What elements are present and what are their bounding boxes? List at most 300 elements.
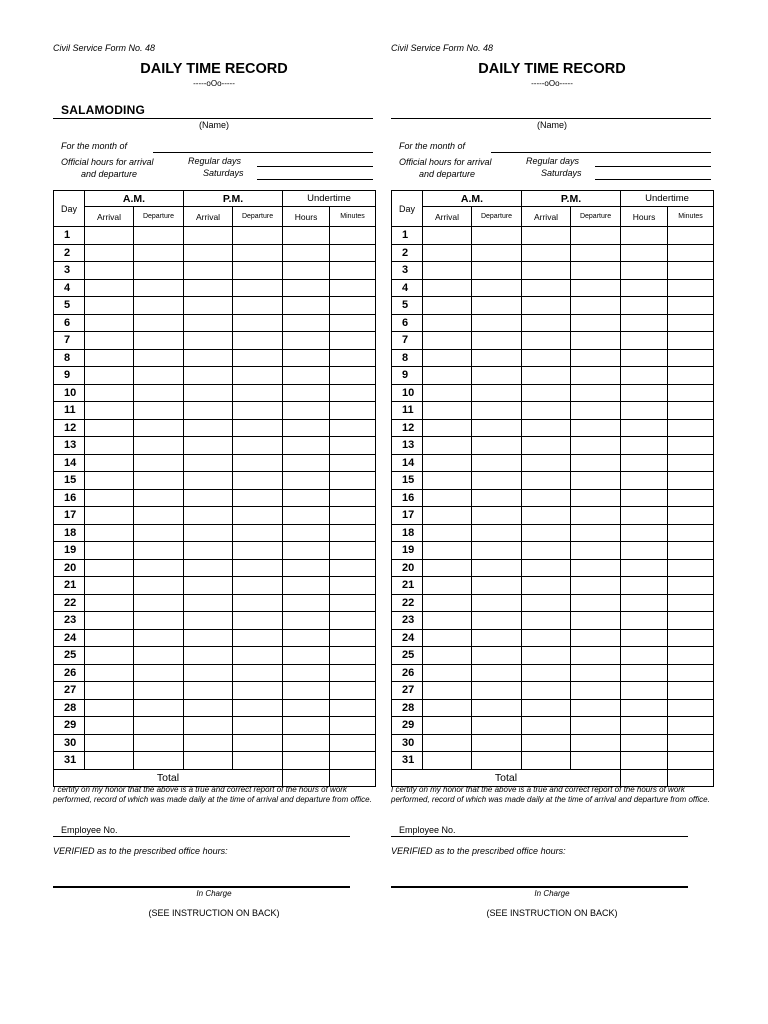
am-departure-cell[interactable] bbox=[472, 402, 522, 420]
am-arrival-cell[interactable] bbox=[423, 419, 472, 437]
undertime-hours-cell[interactable] bbox=[621, 734, 668, 752]
undertime-minutes-cell[interactable] bbox=[668, 332, 714, 350]
undertime-hours-cell[interactable] bbox=[621, 559, 668, 577]
undertime-minutes-cell[interactable] bbox=[668, 577, 714, 595]
undertime-hours-cell[interactable] bbox=[283, 367, 330, 385]
pm-arrival-cell[interactable] bbox=[184, 612, 233, 630]
pm-departure-cell[interactable] bbox=[571, 297, 621, 315]
am-departure-cell[interactable] bbox=[134, 489, 184, 507]
am-arrival-cell[interactable] bbox=[423, 349, 472, 367]
undertime-minutes-cell[interactable] bbox=[330, 612, 376, 630]
am-departure-cell[interactable] bbox=[472, 734, 522, 752]
pm-departure-cell[interactable] bbox=[571, 524, 621, 542]
am-arrival-cell[interactable] bbox=[423, 647, 472, 665]
pm-arrival-cell[interactable] bbox=[184, 629, 233, 647]
am-departure-cell[interactable] bbox=[134, 594, 184, 612]
am-arrival-cell[interactable] bbox=[85, 489, 134, 507]
am-arrival-cell[interactable] bbox=[423, 752, 472, 770]
pm-departure-cell[interactable] bbox=[571, 454, 621, 472]
pm-arrival-cell[interactable] bbox=[184, 524, 233, 542]
pm-departure-cell[interactable] bbox=[571, 559, 621, 577]
undertime-hours-cell[interactable] bbox=[621, 647, 668, 665]
undertime-minutes-cell[interactable] bbox=[668, 437, 714, 455]
pm-departure-cell[interactable] bbox=[571, 472, 621, 490]
pm-arrival-cell[interactable] bbox=[522, 244, 571, 262]
pm-departure-cell[interactable] bbox=[233, 612, 283, 630]
undertime-minutes-cell[interactable] bbox=[330, 244, 376, 262]
pm-arrival-cell[interactable] bbox=[184, 349, 233, 367]
undertime-minutes-cell[interactable] bbox=[330, 227, 376, 245]
undertime-minutes-cell[interactable] bbox=[330, 297, 376, 315]
undertime-minutes-cell[interactable] bbox=[668, 524, 714, 542]
pm-departure-cell[interactable] bbox=[571, 542, 621, 560]
undertime-minutes-cell[interactable] bbox=[330, 647, 376, 665]
undertime-minutes-cell[interactable] bbox=[668, 402, 714, 420]
undertime-hours-cell[interactable] bbox=[283, 332, 330, 350]
undertime-hours-cell[interactable] bbox=[283, 647, 330, 665]
pm-arrival-cell[interactable] bbox=[522, 752, 571, 770]
am-arrival-cell[interactable] bbox=[85, 472, 134, 490]
am-departure-cell[interactable] bbox=[134, 472, 184, 490]
pm-departure-cell[interactable] bbox=[233, 349, 283, 367]
am-departure-cell[interactable] bbox=[134, 349, 184, 367]
am-arrival-cell[interactable] bbox=[85, 367, 134, 385]
pm-arrival-cell[interactable] bbox=[522, 489, 571, 507]
am-departure-cell[interactable] bbox=[134, 454, 184, 472]
pm-arrival-cell[interactable] bbox=[522, 419, 571, 437]
undertime-minutes-cell[interactable] bbox=[668, 752, 714, 770]
pm-arrival-cell[interactable] bbox=[522, 524, 571, 542]
am-arrival-cell[interactable] bbox=[423, 314, 472, 332]
am-arrival-cell[interactable] bbox=[85, 262, 134, 280]
am-arrival-cell[interactable] bbox=[423, 279, 472, 297]
am-arrival-cell[interactable] bbox=[85, 524, 134, 542]
pm-departure-cell[interactable] bbox=[571, 384, 621, 402]
undertime-hours-cell[interactable] bbox=[621, 349, 668, 367]
total-minutes-cell[interactable] bbox=[668, 769, 714, 786]
am-departure-cell[interactable] bbox=[134, 314, 184, 332]
am-departure-cell[interactable] bbox=[472, 524, 522, 542]
pm-departure-cell[interactable] bbox=[233, 664, 283, 682]
undertime-minutes-cell[interactable] bbox=[668, 664, 714, 682]
am-arrival-cell[interactable] bbox=[423, 402, 472, 420]
undertime-minutes-cell[interactable] bbox=[330, 629, 376, 647]
undertime-minutes-cell[interactable] bbox=[668, 349, 714, 367]
undertime-minutes-cell[interactable] bbox=[668, 559, 714, 577]
total-hours-cell[interactable] bbox=[621, 769, 668, 786]
pm-arrival-cell[interactable] bbox=[184, 734, 233, 752]
pm-departure-cell[interactable] bbox=[571, 577, 621, 595]
am-departure-cell[interactable] bbox=[134, 629, 184, 647]
pm-arrival-cell[interactable] bbox=[184, 297, 233, 315]
undertime-hours-cell[interactable] bbox=[621, 279, 668, 297]
am-departure-cell[interactable] bbox=[472, 699, 522, 717]
am-arrival-cell[interactable] bbox=[423, 524, 472, 542]
in-charge-signature-line[interactable] bbox=[391, 886, 688, 888]
undertime-minutes-cell[interactable] bbox=[668, 507, 714, 525]
pm-departure-cell[interactable] bbox=[233, 647, 283, 665]
am-arrival-cell[interactable] bbox=[423, 594, 472, 612]
pm-arrival-cell[interactable] bbox=[184, 647, 233, 665]
undertime-hours-cell[interactable] bbox=[621, 227, 668, 245]
pm-departure-cell[interactable] bbox=[233, 314, 283, 332]
pm-departure-cell[interactable] bbox=[571, 507, 621, 525]
am-departure-cell[interactable] bbox=[472, 262, 522, 280]
pm-arrival-cell[interactable] bbox=[522, 332, 571, 350]
am-departure-cell[interactable] bbox=[134, 717, 184, 735]
pm-arrival-cell[interactable] bbox=[522, 629, 571, 647]
pm-arrival-cell[interactable] bbox=[184, 507, 233, 525]
am-departure-cell[interactable] bbox=[134, 262, 184, 280]
am-departure-cell[interactable] bbox=[134, 542, 184, 560]
undertime-hours-cell[interactable] bbox=[283, 717, 330, 735]
am-arrival-cell[interactable] bbox=[423, 244, 472, 262]
pm-arrival-cell[interactable] bbox=[184, 419, 233, 437]
undertime-hours-cell[interactable] bbox=[283, 262, 330, 280]
am-departure-cell[interactable] bbox=[472, 577, 522, 595]
am-departure-cell[interactable] bbox=[134, 227, 184, 245]
am-departure-cell[interactable] bbox=[472, 682, 522, 700]
undertime-minutes-cell[interactable] bbox=[330, 402, 376, 420]
employee-no-field[interactable] bbox=[53, 836, 350, 837]
pm-arrival-cell[interactable] bbox=[522, 262, 571, 280]
pm-departure-cell[interactable] bbox=[571, 367, 621, 385]
undertime-hours-cell[interactable] bbox=[621, 664, 668, 682]
pm-departure-cell[interactable] bbox=[233, 244, 283, 262]
pm-departure-cell[interactable] bbox=[571, 437, 621, 455]
undertime-minutes-cell[interactable] bbox=[330, 437, 376, 455]
pm-departure-cell[interactable] bbox=[233, 682, 283, 700]
undertime-hours-cell[interactable] bbox=[621, 297, 668, 315]
undertime-minutes-cell[interactable] bbox=[330, 559, 376, 577]
pm-arrival-cell[interactable] bbox=[522, 402, 571, 420]
pm-arrival-cell[interactable] bbox=[184, 752, 233, 770]
pm-arrival-cell[interactable] bbox=[184, 262, 233, 280]
pm-departure-cell[interactable] bbox=[571, 314, 621, 332]
pm-departure-cell[interactable] bbox=[233, 507, 283, 525]
pm-departure-cell[interactable] bbox=[233, 384, 283, 402]
undertime-hours-cell[interactable] bbox=[283, 577, 330, 595]
undertime-hours-cell[interactable] bbox=[283, 699, 330, 717]
pm-arrival-cell[interactable] bbox=[184, 367, 233, 385]
undertime-hours-cell[interactable] bbox=[283, 752, 330, 770]
undertime-hours-cell[interactable] bbox=[621, 577, 668, 595]
undertime-minutes-cell[interactable] bbox=[668, 717, 714, 735]
undertime-hours-cell[interactable] bbox=[283, 542, 330, 560]
undertime-hours-cell[interactable] bbox=[621, 507, 668, 525]
undertime-minutes-cell[interactable] bbox=[668, 629, 714, 647]
am-arrival-cell[interactable] bbox=[85, 454, 134, 472]
undertime-minutes-cell[interactable] bbox=[668, 314, 714, 332]
am-arrival-cell[interactable] bbox=[85, 314, 134, 332]
saturdays-field[interactable] bbox=[595, 179, 711, 180]
undertime-hours-cell[interactable] bbox=[283, 437, 330, 455]
pm-departure-cell[interactable] bbox=[571, 227, 621, 245]
am-arrival-cell[interactable] bbox=[85, 349, 134, 367]
undertime-hours-cell[interactable] bbox=[283, 507, 330, 525]
pm-departure-cell[interactable] bbox=[233, 262, 283, 280]
undertime-minutes-cell[interactable] bbox=[668, 419, 714, 437]
total-minutes-cell[interactable] bbox=[330, 769, 376, 786]
am-arrival-cell[interactable] bbox=[423, 367, 472, 385]
undertime-minutes-cell[interactable] bbox=[330, 489, 376, 507]
pm-departure-cell[interactable] bbox=[571, 752, 621, 770]
am-departure-cell[interactable] bbox=[134, 682, 184, 700]
undertime-hours-cell[interactable] bbox=[283, 314, 330, 332]
am-departure-cell[interactable] bbox=[472, 227, 522, 245]
am-arrival-cell[interactable] bbox=[85, 594, 134, 612]
undertime-hours-cell[interactable] bbox=[283, 612, 330, 630]
am-departure-cell[interactable] bbox=[134, 437, 184, 455]
pm-arrival-cell[interactable] bbox=[184, 559, 233, 577]
am-arrival-cell[interactable] bbox=[423, 664, 472, 682]
pm-arrival-cell[interactable] bbox=[522, 577, 571, 595]
am-arrival-cell[interactable] bbox=[423, 577, 472, 595]
undertime-hours-cell[interactable] bbox=[283, 629, 330, 647]
am-arrival-cell[interactable] bbox=[423, 437, 472, 455]
pm-departure-cell[interactable] bbox=[571, 332, 621, 350]
pm-arrival-cell[interactable] bbox=[522, 384, 571, 402]
am-arrival-cell[interactable] bbox=[85, 647, 134, 665]
pm-arrival-cell[interactable] bbox=[522, 507, 571, 525]
pm-departure-cell[interactable] bbox=[233, 542, 283, 560]
pm-arrival-cell[interactable] bbox=[522, 314, 571, 332]
am-arrival-cell[interactable] bbox=[423, 699, 472, 717]
undertime-minutes-cell[interactable] bbox=[330, 717, 376, 735]
pm-departure-cell[interactable] bbox=[571, 279, 621, 297]
pm-departure-cell[interactable] bbox=[233, 577, 283, 595]
am-departure-cell[interactable] bbox=[134, 577, 184, 595]
am-departure-cell[interactable] bbox=[472, 489, 522, 507]
undertime-hours-cell[interactable] bbox=[621, 699, 668, 717]
am-arrival-cell[interactable] bbox=[423, 559, 472, 577]
am-departure-cell[interactable] bbox=[472, 297, 522, 315]
pm-departure-cell[interactable] bbox=[571, 489, 621, 507]
am-departure-cell[interactable] bbox=[472, 559, 522, 577]
am-departure-cell[interactable] bbox=[472, 314, 522, 332]
pm-arrival-cell[interactable] bbox=[184, 332, 233, 350]
undertime-hours-cell[interactable] bbox=[621, 384, 668, 402]
am-departure-cell[interactable] bbox=[472, 629, 522, 647]
am-arrival-cell[interactable] bbox=[85, 682, 134, 700]
am-departure-cell[interactable] bbox=[472, 664, 522, 682]
pm-departure-cell[interactable] bbox=[233, 402, 283, 420]
month-field[interactable] bbox=[153, 152, 373, 153]
undertime-hours-cell[interactable] bbox=[283, 682, 330, 700]
pm-departure-cell[interactable] bbox=[571, 349, 621, 367]
pm-departure-cell[interactable] bbox=[571, 699, 621, 717]
undertime-hours-cell[interactable] bbox=[283, 664, 330, 682]
pm-arrival-cell[interactable] bbox=[522, 472, 571, 490]
am-departure-cell[interactable] bbox=[134, 332, 184, 350]
total-hours-cell[interactable] bbox=[283, 769, 330, 786]
undertime-hours-cell[interactable] bbox=[621, 594, 668, 612]
am-arrival-cell[interactable] bbox=[85, 384, 134, 402]
pm-departure-cell[interactable] bbox=[233, 699, 283, 717]
pm-arrival-cell[interactable] bbox=[522, 717, 571, 735]
am-departure-cell[interactable] bbox=[472, 454, 522, 472]
undertime-minutes-cell[interactable] bbox=[668, 699, 714, 717]
regular-days-field[interactable] bbox=[257, 166, 373, 167]
undertime-hours-cell[interactable] bbox=[621, 454, 668, 472]
am-departure-cell[interactable] bbox=[472, 437, 522, 455]
am-arrival-cell[interactable] bbox=[85, 717, 134, 735]
pm-arrival-cell[interactable] bbox=[184, 717, 233, 735]
pm-departure-cell[interactable] bbox=[571, 717, 621, 735]
undertime-hours-cell[interactable] bbox=[283, 227, 330, 245]
am-arrival-cell[interactable] bbox=[85, 664, 134, 682]
name-value[interactable]: SALAMODING bbox=[61, 103, 145, 117]
am-departure-cell[interactable] bbox=[134, 279, 184, 297]
am-departure-cell[interactable] bbox=[472, 472, 522, 490]
pm-arrival-cell[interactable] bbox=[184, 244, 233, 262]
pm-departure-cell[interactable] bbox=[233, 454, 283, 472]
pm-arrival-cell[interactable] bbox=[184, 227, 233, 245]
pm-departure-cell[interactable] bbox=[571, 262, 621, 280]
undertime-minutes-cell[interactable] bbox=[668, 367, 714, 385]
pm-arrival-cell[interactable] bbox=[522, 542, 571, 560]
am-arrival-cell[interactable] bbox=[85, 437, 134, 455]
undertime-hours-cell[interactable] bbox=[621, 332, 668, 350]
pm-arrival-cell[interactable] bbox=[184, 682, 233, 700]
undertime-minutes-cell[interactable] bbox=[668, 542, 714, 560]
am-departure-cell[interactable] bbox=[472, 279, 522, 297]
am-departure-cell[interactable] bbox=[472, 419, 522, 437]
undertime-minutes-cell[interactable] bbox=[330, 594, 376, 612]
am-departure-cell[interactable] bbox=[472, 244, 522, 262]
am-arrival-cell[interactable] bbox=[85, 297, 134, 315]
pm-arrival-cell[interactable] bbox=[184, 542, 233, 560]
pm-departure-cell[interactable] bbox=[571, 647, 621, 665]
undertime-hours-cell[interactable] bbox=[621, 717, 668, 735]
am-arrival-cell[interactable] bbox=[85, 559, 134, 577]
pm-arrival-cell[interactable] bbox=[522, 559, 571, 577]
pm-arrival-cell[interactable] bbox=[522, 297, 571, 315]
pm-departure-cell[interactable] bbox=[571, 594, 621, 612]
pm-arrival-cell[interactable] bbox=[522, 594, 571, 612]
am-arrival-cell[interactable] bbox=[423, 717, 472, 735]
undertime-hours-cell[interactable] bbox=[621, 682, 668, 700]
undertime-minutes-cell[interactable] bbox=[330, 734, 376, 752]
undertime-minutes-cell[interactable] bbox=[668, 682, 714, 700]
am-arrival-cell[interactable] bbox=[85, 244, 134, 262]
am-arrival-cell[interactable] bbox=[85, 332, 134, 350]
undertime-minutes-cell[interactable] bbox=[668, 612, 714, 630]
pm-arrival-cell[interactable] bbox=[522, 367, 571, 385]
saturdays-field[interactable] bbox=[257, 179, 373, 180]
am-arrival-cell[interactable] bbox=[85, 542, 134, 560]
pm-arrival-cell[interactable] bbox=[184, 384, 233, 402]
pm-arrival-cell[interactable] bbox=[184, 314, 233, 332]
undertime-hours-cell[interactable] bbox=[621, 489, 668, 507]
pm-arrival-cell[interactable] bbox=[522, 734, 571, 752]
undertime-minutes-cell[interactable] bbox=[330, 699, 376, 717]
pm-departure-cell[interactable] bbox=[571, 419, 621, 437]
undertime-hours-cell[interactable] bbox=[283, 559, 330, 577]
am-departure-cell[interactable] bbox=[472, 752, 522, 770]
pm-departure-cell[interactable] bbox=[233, 594, 283, 612]
pm-arrival-cell[interactable] bbox=[184, 402, 233, 420]
am-arrival-cell[interactable] bbox=[423, 297, 472, 315]
pm-departure-cell[interactable] bbox=[571, 734, 621, 752]
am-arrival-cell[interactable] bbox=[423, 612, 472, 630]
pm-departure-cell[interactable] bbox=[233, 734, 283, 752]
pm-departure-cell[interactable] bbox=[233, 279, 283, 297]
am-departure-cell[interactable] bbox=[134, 297, 184, 315]
pm-departure-cell[interactable] bbox=[571, 402, 621, 420]
pm-arrival-cell[interactable] bbox=[522, 682, 571, 700]
undertime-minutes-cell[interactable] bbox=[668, 647, 714, 665]
undertime-hours-cell[interactable] bbox=[283, 279, 330, 297]
undertime-hours-cell[interactable] bbox=[283, 402, 330, 420]
am-departure-cell[interactable] bbox=[134, 402, 184, 420]
pm-departure-cell[interactable] bbox=[571, 244, 621, 262]
undertime-hours-cell[interactable] bbox=[621, 402, 668, 420]
am-arrival-cell[interactable] bbox=[85, 699, 134, 717]
undertime-hours-cell[interactable] bbox=[621, 314, 668, 332]
am-departure-cell[interactable] bbox=[134, 367, 184, 385]
am-arrival-cell[interactable] bbox=[85, 419, 134, 437]
am-departure-cell[interactable] bbox=[134, 524, 184, 542]
am-departure-cell[interactable] bbox=[472, 384, 522, 402]
undertime-hours-cell[interactable] bbox=[283, 454, 330, 472]
undertime-minutes-cell[interactable] bbox=[330, 454, 376, 472]
pm-departure-cell[interactable] bbox=[571, 612, 621, 630]
pm-departure-cell[interactable] bbox=[233, 489, 283, 507]
am-departure-cell[interactable] bbox=[472, 612, 522, 630]
employee-no-field[interactable] bbox=[391, 836, 688, 837]
pm-departure-cell[interactable] bbox=[233, 559, 283, 577]
am-arrival-cell[interactable] bbox=[85, 629, 134, 647]
pm-departure-cell[interactable] bbox=[233, 297, 283, 315]
am-arrival-cell[interactable] bbox=[423, 629, 472, 647]
undertime-minutes-cell[interactable] bbox=[330, 524, 376, 542]
pm-arrival-cell[interactable] bbox=[184, 279, 233, 297]
am-arrival-cell[interactable] bbox=[423, 227, 472, 245]
undertime-hours-cell[interactable] bbox=[621, 524, 668, 542]
am-departure-cell[interactable] bbox=[134, 664, 184, 682]
pm-arrival-cell[interactable] bbox=[184, 577, 233, 595]
undertime-hours-cell[interactable] bbox=[621, 244, 668, 262]
undertime-hours-cell[interactable] bbox=[283, 472, 330, 490]
pm-arrival-cell[interactable] bbox=[522, 227, 571, 245]
in-charge-signature-line[interactable] bbox=[53, 886, 350, 888]
pm-arrival-cell[interactable] bbox=[184, 437, 233, 455]
am-arrival-cell[interactable] bbox=[423, 454, 472, 472]
am-departure-cell[interactable] bbox=[472, 647, 522, 665]
pm-arrival-cell[interactable] bbox=[184, 594, 233, 612]
undertime-minutes-cell[interactable] bbox=[330, 349, 376, 367]
undertime-minutes-cell[interactable] bbox=[330, 664, 376, 682]
am-arrival-cell[interactable] bbox=[423, 472, 472, 490]
undertime-minutes-cell[interactable] bbox=[330, 577, 376, 595]
pm-departure-cell[interactable] bbox=[571, 682, 621, 700]
am-arrival-cell[interactable] bbox=[423, 507, 472, 525]
undertime-hours-cell[interactable] bbox=[621, 419, 668, 437]
undertime-minutes-cell[interactable] bbox=[668, 594, 714, 612]
undertime-minutes-cell[interactable] bbox=[330, 682, 376, 700]
undertime-minutes-cell[interactable] bbox=[668, 227, 714, 245]
undertime-minutes-cell[interactable] bbox=[330, 314, 376, 332]
undertime-hours-cell[interactable] bbox=[621, 542, 668, 560]
pm-departure-cell[interactable] bbox=[233, 332, 283, 350]
pm-arrival-cell[interactable] bbox=[184, 489, 233, 507]
pm-departure-cell[interactable] bbox=[233, 524, 283, 542]
pm-departure-cell[interactable] bbox=[233, 437, 283, 455]
undertime-hours-cell[interactable] bbox=[621, 629, 668, 647]
regular-days-field[interactable] bbox=[595, 166, 711, 167]
undertime-hours-cell[interactable] bbox=[283, 384, 330, 402]
